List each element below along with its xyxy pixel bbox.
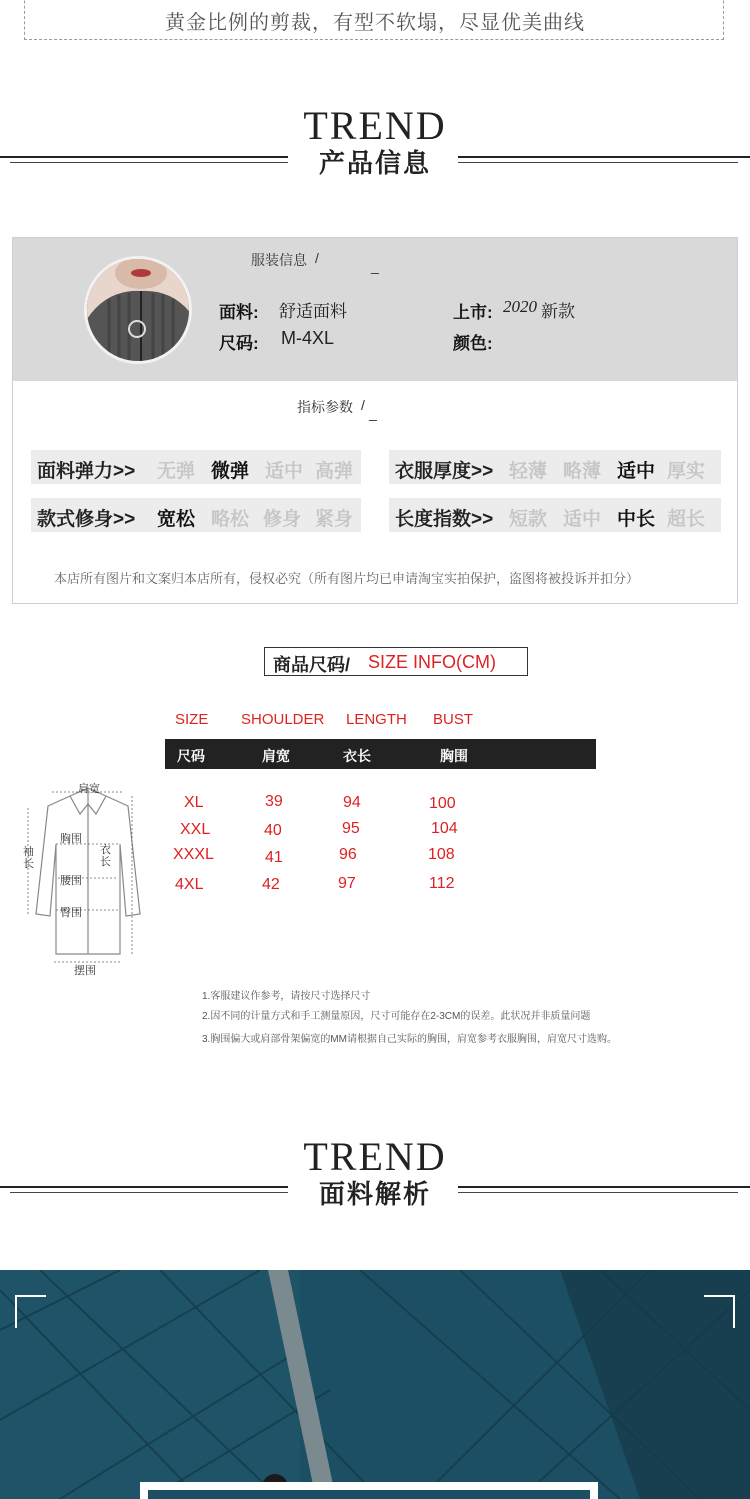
table-cell: 104: [431, 820, 458, 837]
attr-elasticity-opt-selected: 微弹: [211, 461, 250, 482]
attr-elasticity-opt: 高弹: [315, 461, 354, 482]
table-cell: 112: [429, 875, 455, 892]
diagram-label-hip: 臀围: [60, 907, 82, 919]
col-header-bust: BUST: [433, 711, 474, 728]
attr-elasticity-name: 面料弹力>>: [37, 461, 136, 482]
th-length: 衣长: [343, 748, 371, 764]
size-note: 1.客服建议作参考，请按尺寸选择尺寸: [202, 991, 371, 1002]
info-header-slash: /: [315, 250, 319, 266]
table-cell: 108: [428, 846, 455, 863]
section-subtitle: 产品信息: [318, 149, 431, 179]
size-title-cn: 商品尺码/: [273, 655, 351, 675]
table-cell: 40: [264, 822, 282, 839]
attr-thickness: [389, 450, 721, 484]
fabric-detail-photo: [0, 1270, 750, 1499]
diagram-label-bust: 胸围: [60, 833, 82, 845]
attr-fit-name: 款式修身>>: [37, 509, 136, 530]
table-cell: 39: [265, 793, 283, 810]
th-bust: 胸围: [440, 748, 468, 764]
attr-fit-opt: 修身: [263, 509, 302, 530]
attr-length-opt: 适中: [563, 509, 602, 530]
trend-title: TREND: [303, 103, 447, 148]
size-title-en: SIZE INFO(CM): [368, 652, 496, 672]
trend-title: TREND: [303, 1134, 447, 1179]
table-cell: 100: [429, 795, 456, 812]
attr-thickness-opt: 略薄: [563, 461, 602, 482]
table-cell: 42: [262, 876, 280, 893]
attr-length-opt: 超长: [667, 509, 706, 530]
col-header-length: LENGTH: [346, 711, 407, 728]
table-cell: 97: [338, 875, 356, 892]
params-label: 指标参数: [297, 399, 353, 415]
attr-fit: [31, 498, 361, 532]
table-cell: 41: [265, 849, 283, 866]
attr-elasticity: [31, 450, 361, 484]
attr-thickness-opt: 轻薄: [509, 461, 548, 482]
info-header-dash: _: [371, 258, 379, 274]
size-note: 3.胸围偏大或肩部骨架偏宽的MM请根据自己实际的胸围，肩宽参考衣服胸围，肩宽尺寸选购。: [202, 1034, 617, 1045]
diagram-label-shoulder: 肩宽: [78, 783, 100, 795]
attr-fit-opt-selected: 宽松: [157, 509, 196, 530]
table-cell: 95: [342, 820, 360, 837]
product-info-card: [12, 237, 738, 604]
table-cell: XXL: [180, 821, 211, 838]
table-cell: 4XL: [175, 876, 204, 893]
table-cell: XXXL: [173, 846, 214, 863]
launch-label: 上市:: [453, 303, 493, 322]
attr-thickness-opt-selected: 适中: [617, 461, 656, 482]
launch-year: 2020: [503, 297, 537, 316]
attr-length-name: 长度指数>>: [395, 509, 494, 530]
info-header-label: 服装信息: [251, 252, 307, 268]
size-note: 2.因不同的计量方式和手工测量原因，尺寸可能存在2-3CM的误差。此状况并非质量问题: [202, 1011, 591, 1022]
section-subtitle: 面料解析: [318, 1180, 431, 1210]
attr-fit-opt: 略松: [211, 509, 250, 530]
coat-measurement-diagram: [18, 774, 158, 980]
attr-elasticity-opt: 适中: [265, 461, 304, 482]
diagram-label-waist: 腰围: [60, 875, 82, 887]
size-info-title-box: [264, 647, 528, 676]
diagram-label-length: 衣长: [100, 844, 111, 868]
attr-fit-opt: 紧身: [315, 509, 354, 530]
diagram-label-hem: 摆围: [74, 965, 96, 977]
copyright-disclaimer: 本店所有图片和文案归本店所有，侵权必究（所有图片均已申请淘宝实拍保护，盗图将被投诉并扣分）: [54, 571, 640, 586]
params-slash: /: [361, 397, 365, 413]
table-cell: 94: [343, 794, 361, 811]
fabric-value: 舒适面料: [279, 302, 347, 321]
attr-length-opt-selected: 中长: [617, 509, 656, 530]
attr-thickness-name: 衣服厚度>>: [395, 461, 494, 482]
params-dash: _: [369, 405, 377, 421]
fabric-label: 面料:: [219, 303, 259, 322]
color-label: 颜色:: [453, 334, 493, 353]
th-size: 尺码: [177, 748, 205, 764]
attr-elasticity-opt: 无弹: [157, 461, 196, 482]
product-collar-image: [84, 256, 192, 364]
attr-length-opt: 短款: [509, 509, 548, 530]
launch-value: 新款: [541, 302, 575, 321]
size-label: 尺码:: [219, 334, 259, 353]
size-table-header: [165, 739, 596, 769]
col-header-shoulder: SHOULDER: [241, 711, 325, 728]
tagline-text: 黄金比例的剪裁，有型不软塌，尽显优美曲线: [165, 12, 585, 34]
col-header-size: SIZE: [175, 711, 209, 728]
attr-length: [389, 498, 721, 532]
diagram-label-sleeve: 袖长: [23, 846, 34, 870]
attr-thickness-opt: 厚实: [667, 461, 706, 482]
table-cell: 96: [339, 846, 357, 863]
size-value: M-4XL: [281, 328, 335, 348]
table-cell: XL: [184, 794, 204, 811]
th-shoulder: 肩宽: [262, 748, 290, 764]
